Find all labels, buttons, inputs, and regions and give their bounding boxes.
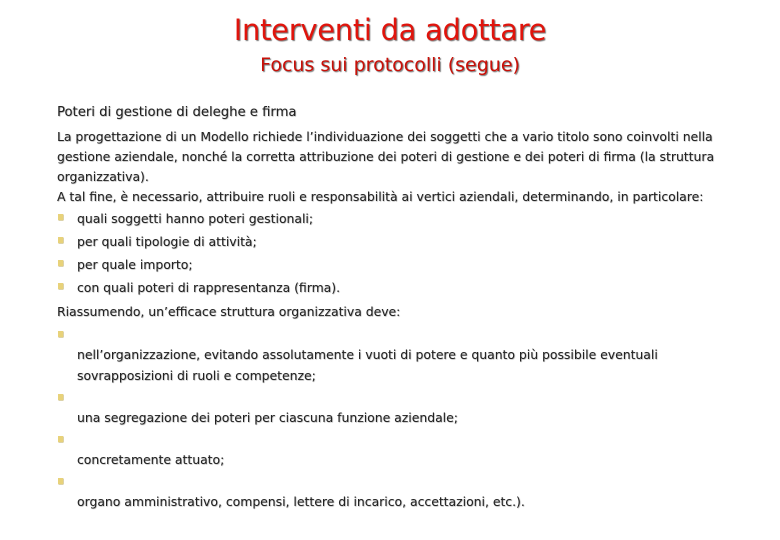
list-item: [57, 207, 727, 230]
page-title: Interventi da adottare: [233, 13, 547, 47]
content-area: [57, 102, 727, 513]
list-item-text: quali soggetti hanno poteri gestionali;: [77, 211, 314, 226]
square-bullet-icon: [58, 331, 63, 337]
list-item-text: per quali tipologie di attività;: [77, 234, 257, 249]
list-item: [57, 276, 727, 299]
square-bullet-icon: [58, 260, 63, 266]
list-item-text: per quale importo;: [77, 257, 193, 272]
bullet-list: [57, 207, 727, 299]
list-item: [57, 230, 727, 253]
list-item: [57, 387, 727, 429]
square-bullet-icon: [58, 237, 63, 243]
summary-text: Riassumendo, un’efficace struttura organizzativa deve:: [57, 304, 401, 319]
page-subtitle: Focus sui protocolli (segue): [260, 54, 520, 76]
section-title: Poteri di gestione di deleghe e firma: [57, 105, 297, 120]
paragraph-purpose: A tal fine, è necessario, attribuire ruoli e responsabilità ai vertici aziendali, determinando, in particolare:: [57, 189, 704, 204]
list-item: [57, 324, 727, 387]
list-item: [57, 253, 727, 276]
list-item: [57, 429, 727, 471]
list-item-text: concretamente attuato;: [77, 452, 225, 467]
list-item-text: con quali poteri di rappresentanza (firma).: [77, 280, 341, 295]
square-bullet-icon: [58, 478, 63, 484]
square-bullet-icon: [58, 394, 63, 400]
square-bullet-icon: [58, 283, 63, 289]
list-item: [57, 471, 727, 513]
paragraph-intro: La progettazione di un Modello richiede l’individuazione dei soggetti che a vario titolo sono coinvolti nella gestione aziendale, nonché la corretta attribuzione dei poteri di gestione e dei poteri di firma (la struttura organizzativa).: [57, 129, 715, 184]
list-item-text: nell’organizzazione, evitando assolutamente i vuoti di potere e quanto più possibile eventuali sovrapposizioni di ruoli e competenze;: [77, 347, 658, 383]
square-bullet-icon: [58, 436, 63, 442]
list-item-text: una segregazione dei poteri per ciascuna funzione aziendale;: [77, 410, 458, 425]
list-item-text: organo amministrativo, compensi, lettere di incarico, accettazioni, etc.).: [77, 494, 525, 509]
square-bullet-icon: [58, 214, 63, 220]
